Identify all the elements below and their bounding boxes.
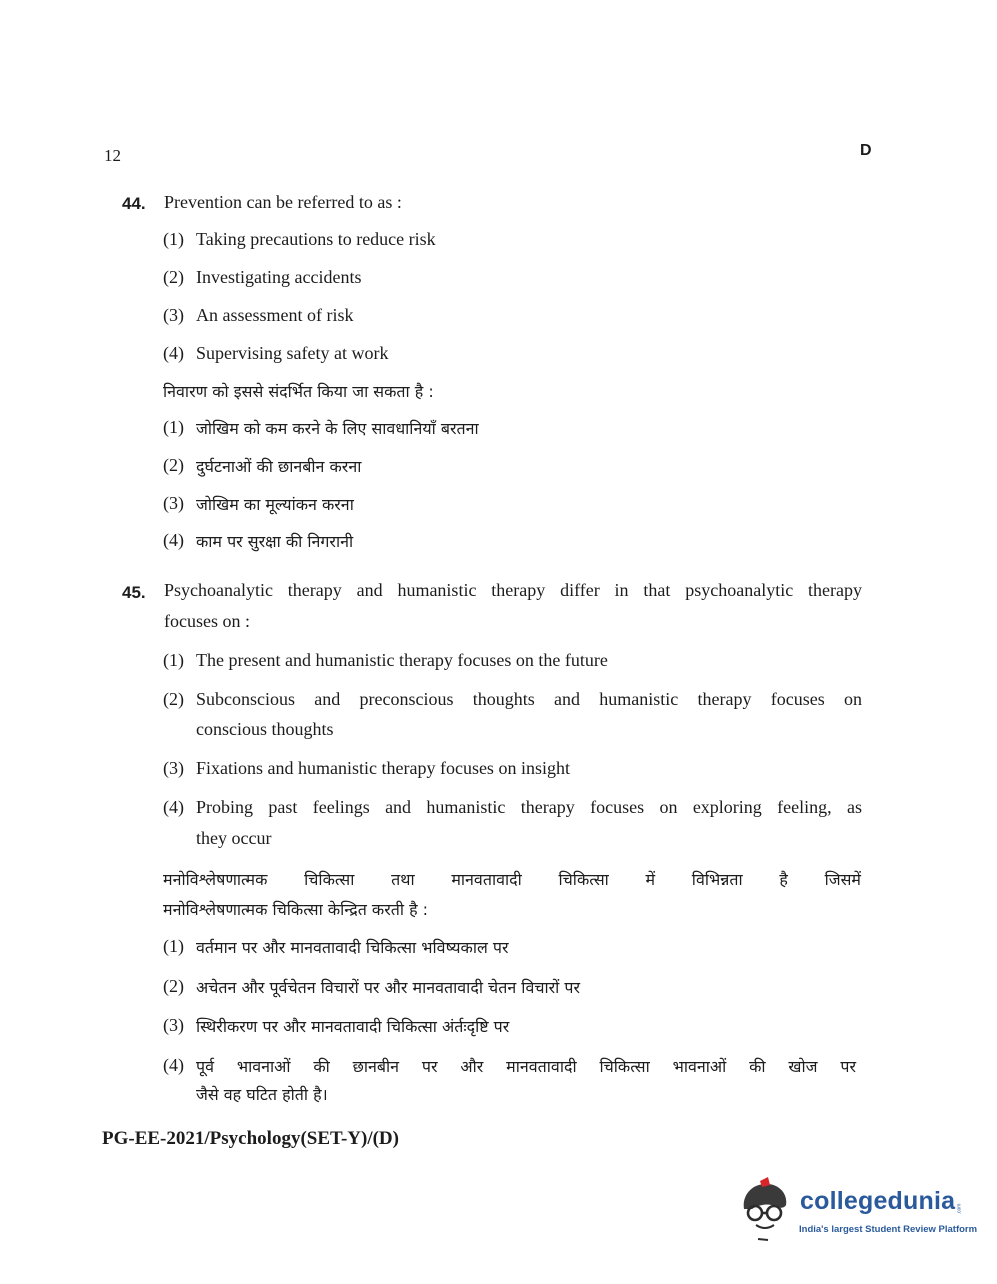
q44-option-hi-4 [163, 530, 353, 552]
option-number: (4) [163, 343, 184, 363]
question-44-stem-en: Prevention can be referred to as : [164, 192, 402, 212]
q45-option-en-3 [163, 758, 570, 779]
option-text: काम पर सुरक्षा की निगरानी [196, 532, 354, 551]
option-number: (1) [163, 936, 184, 956]
question-45-stem-hi-line1: मनोविश्लेषणात्मक चिकित्सा तथा मानवतावादी चिकित्सा में विभिन्नता है जिसमें [163, 870, 861, 889]
q45-option-en-2 [163, 689, 196, 710]
option-text: स्थिरीकरण पर और मानवतावादी चिकित्सा अंर्तःदृष्टि पर [196, 1017, 510, 1036]
q45-option-en-4-line2: they occur [196, 828, 272, 848]
q45-option-hi-2 [163, 976, 580, 998]
q45-option-hi-4 [163, 1055, 196, 1076]
option-number: (2) [163, 976, 184, 996]
option-text: Fixations and humanistic therapy focuses on insight [196, 758, 570, 778]
option-number: (3) [163, 758, 184, 778]
logo-suffix: .com [956, 1203, 963, 1215]
q45-option-hi-1 [163, 936, 509, 958]
logo-tagline: India's largest Student Review Platform [799, 1224, 978, 1235]
question-45-stem-en-line2: focuses on : [164, 611, 250, 631]
question-45-stem-en-line1: Psychoanalytic therapy and humanistic therapy differ in that psychoanalytic therapy [164, 580, 862, 600]
option-text: जोखिम को कम करने के लिए सावधानियाँ बरतना [196, 419, 479, 438]
q44-option-en-3 [163, 305, 353, 326]
option-number: (4) [163, 530, 184, 550]
q45-option-hi-4-line1: पूर्व भावनाओं की छानबीन पर और मानवतावादी चिकित्सा भावनाओं की खोज पर [196, 1057, 856, 1076]
option-number: (3) [163, 1015, 184, 1035]
option-text: Taking precautions to reduce risk [196, 229, 436, 249]
option-number: (3) [163, 493, 184, 513]
question-44-number: 44. [122, 194, 146, 213]
option-text: Supervising safety at work [196, 343, 389, 363]
set-code: D [860, 142, 872, 159]
question-45-stem-hi-line2: मनोविश्लेषणात्मक चिकित्सा केन्द्रित करती है : [163, 900, 429, 919]
option-number: (1) [163, 417, 184, 437]
option-text: दुर्घटनाओं की छानबीन करना [196, 457, 362, 476]
q45-option-en-4-line1: Probing past feelings and humanistic therapy focuses on exploring feeling, as [196, 797, 862, 817]
page-number: 12 [104, 146, 121, 165]
q45-option-en-1 [163, 650, 608, 671]
q44-option-en-4 [163, 343, 388, 364]
option-number: (4) [163, 1055, 184, 1075]
option-text: Investigating accidents [196, 267, 362, 287]
q44-option-hi-1 [163, 417, 479, 439]
option-text: जोखिम का मूल्यांकन करना [196, 495, 354, 514]
q44-option-en-1 [163, 229, 436, 250]
q45-option-en-4 [163, 797, 196, 818]
option-number: (2) [163, 267, 184, 287]
option-number: (1) [163, 650, 184, 670]
option-text: The present and humanistic therapy focuses on the future [196, 650, 608, 670]
q44-option-hi-3 [163, 493, 354, 515]
option-number: (2) [163, 689, 184, 709]
q45-option-en-2-line2: conscious thoughts [196, 719, 334, 739]
mascot-icon [744, 1177, 787, 1240]
q44-option-en-2 [163, 267, 361, 288]
q45-option-hi-3 [163, 1015, 509, 1037]
q44-option-hi-2 [163, 455, 361, 477]
option-number: (3) [163, 305, 184, 325]
logo-wordmark: collegedunia [800, 1187, 956, 1215]
question-44-stem-hi: निवारण को इससे संदर्भित किया जा सकता है : [163, 382, 434, 401]
option-text: अचेतन और पूर्वचेतन विचारों पर और मानवतावादी चेतन विचारों पर [196, 978, 581, 997]
option-number: (2) [163, 455, 184, 475]
option-text: An assessment of risk [196, 305, 354, 325]
option-number: (1) [163, 229, 184, 249]
option-text: वर्तमान पर और मानवतावादी चिकित्सा भविष्यकाल पर [196, 938, 509, 957]
q45-option-hi-4-line2: जैसे वह घटित होती है। [196, 1085, 328, 1104]
question-45-number: 45. [122, 583, 146, 602]
option-number: (4) [163, 797, 184, 817]
footer-exam-code: PG-EE-2021/Psychology(SET-Y)/(D) [102, 1128, 399, 1149]
q45-option-en-2-line1: Subconscious and preconscious thoughts and humanistic therapy focuses on [196, 689, 862, 709]
